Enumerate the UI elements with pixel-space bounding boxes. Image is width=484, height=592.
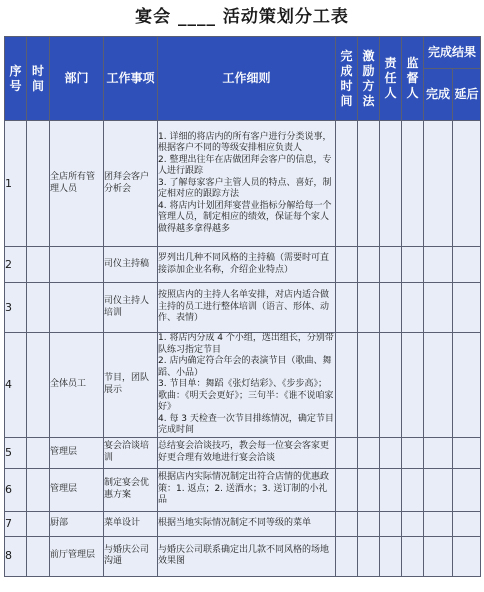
row-owner [380, 333, 402, 438]
detail-line: 根据店内实际情况制定出符合店情的优惠政策：1. 返点；2. 送酒水；3. 送订制的小礼品 [158, 472, 330, 506]
row-work-item: 团拜会客户分析会 [104, 121, 158, 247]
detail-line: 1. 将店内分成 4 个小组，选出组长，分别带队练习指定节目 [158, 333, 334, 355]
row-result-done [424, 247, 453, 283]
row-number: 6 [5, 468, 27, 511]
row-work-detail [158, 333, 336, 438]
col-header-dept: 部门 [50, 37, 104, 121]
row-work-detail [158, 247, 336, 283]
detail-line: 4. 将店内计划团拜宴营业指标分解给每一个管理人员，制定相应的绩效，保证每个家人做得越多拿得越多 [158, 200, 332, 234]
row-time [27, 468, 50, 511]
row-done-time [336, 511, 358, 536]
row-work-detail [158, 536, 336, 576]
row-department: 全店所有管理人员 [50, 121, 104, 247]
row-done-time [336, 121, 358, 247]
row-result-delay [453, 283, 481, 333]
row-work-detail [158, 437, 336, 468]
row-work-item: 宴会洽谈培训 [104, 437, 158, 468]
row-department: 管理层 [50, 468, 104, 511]
table-body [5, 121, 481, 577]
table-row [5, 511, 481, 536]
row-incentive [358, 121, 380, 247]
row-owner [380, 283, 402, 333]
detail-line: 1. 详细的将店内的所有客户进行分类说事，根据客户不同的等级安排相应负责人 [158, 131, 332, 154]
row-work-item: 节目，团队展示 [104, 333, 158, 438]
table-row [5, 283, 481, 333]
division-of-labor-table [4, 36, 481, 577]
col-header-result: 完成结果 [424, 37, 481, 69]
row-owner [380, 468, 402, 511]
row-incentive [358, 283, 380, 333]
row-done-time [336, 536, 358, 576]
row-number: 5 [5, 437, 27, 468]
row-time [27, 536, 50, 576]
col-header-time: 时间 [27, 37, 50, 121]
row-done-time [336, 247, 358, 283]
table-row [5, 333, 481, 438]
row-supervisor [402, 468, 424, 511]
col-header-no: 序号 [5, 37, 27, 121]
col-header-incentive: 激励方法 [358, 37, 380, 121]
row-time [27, 247, 50, 283]
row-supervisor [402, 511, 424, 536]
row-incentive [358, 536, 380, 576]
row-owner [380, 536, 402, 576]
row-department: 管理层 [50, 437, 104, 468]
table-header [5, 37, 481, 121]
row-incentive [358, 468, 380, 511]
row-owner [380, 247, 402, 283]
row-time [27, 283, 50, 333]
col-header-item: 工作事项 [104, 37, 158, 121]
row-work-item: 与婚庆公司沟通 [104, 536, 158, 576]
row-work-item: 制定宴会优惠方案 [104, 468, 158, 511]
detail-line: 罗列出几种不同风格的主持稿（需要时可直接添加企业名称，介绍企业特点） [158, 253, 330, 275]
row-supervisor [402, 247, 424, 283]
detail-line: 2. 店内确定符合年会的表演节目（歌曲、舞蹈、小品） [158, 356, 332, 378]
row-result-delay [453, 247, 481, 283]
detail-line: 3. 节目单：舞蹈《张灯结彩》、《步步高》；歌曲：《明天会更好》；三句半：《谁不说咱家好》 [158, 379, 334, 412]
row-result-delay [453, 536, 481, 576]
detail-line: 4. 每 3 天检查一次节目排练情况，确定节目完成时间 [158, 413, 334, 435]
row-time [27, 333, 50, 438]
row-work-detail [158, 121, 336, 247]
row-result-done [424, 536, 453, 576]
row-number: 7 [5, 511, 27, 536]
table-row [5, 536, 481, 576]
row-supervisor [402, 283, 424, 333]
row-done-time [336, 283, 358, 333]
row-result-done [424, 511, 453, 536]
table-row [5, 468, 481, 511]
row-incentive [358, 511, 380, 536]
row-work-detail [158, 468, 336, 511]
row-result-done [424, 333, 453, 438]
detail-line: 按照店内的主持人名单安排，对店内适合做主持的员工进行整体培训（语言、形体、动作、表情） [158, 290, 330, 324]
row-number: 2 [5, 247, 27, 283]
row-department: 全体员工 [50, 333, 104, 438]
row-owner [380, 511, 402, 536]
row-department [50, 247, 104, 283]
row-incentive [358, 333, 380, 438]
row-supervisor [402, 437, 424, 468]
row-result-delay [453, 437, 481, 468]
row-result-delay [453, 333, 481, 438]
row-result-done [424, 121, 453, 247]
row-result-done [424, 283, 453, 333]
row-department [50, 283, 104, 333]
col-header-result-done: 完成 [424, 69, 453, 121]
row-department: 厨部 [50, 511, 104, 536]
table-row [5, 247, 481, 283]
row-work-item: 司仪主持人培训 [104, 283, 158, 333]
row-number: 8 [5, 536, 27, 576]
row-owner [380, 121, 402, 247]
col-header-done-time: 完成时间 [336, 37, 358, 121]
row-number: 3 [5, 283, 27, 333]
row-number: 4 [5, 333, 27, 438]
row-work-detail [158, 511, 336, 536]
row-result-delay [453, 511, 481, 536]
row-number: 1 [5, 121, 27, 247]
row-department: 前厅管理层 [50, 536, 104, 576]
row-incentive [358, 247, 380, 283]
table-row [5, 437, 481, 468]
col-header-result-delay: 延后 [453, 69, 481, 121]
table-row [5, 121, 481, 247]
row-work-detail [158, 283, 336, 333]
detail-line: 总结宴会洽谈技巧，教会每一位宴会客家更好更合理有效地进行宴会洽谈 [158, 441, 330, 463]
detail-line: 2. 整理出往年在店做团拜会客户的信息，专人进行跟踪 [158, 154, 332, 177]
detail-line: 3. 了解每家客户主管人员的特点、喜好，制定相对应的跟踪方法 [158, 177, 332, 200]
row-time [27, 121, 50, 247]
row-result-done [424, 468, 453, 511]
row-supervisor [402, 121, 424, 247]
row-supervisor [402, 536, 424, 576]
row-supervisor [402, 333, 424, 438]
row-done-time [336, 333, 358, 438]
row-time [27, 511, 50, 536]
detail-line: 根据当地实际情况制定不同等级的菜单 [158, 517, 312, 528]
row-work-item: 菜单设计 [104, 511, 158, 536]
page-title: 宴会 ____ 活动策划分工表 [135, 7, 349, 27]
col-header-supervisor: 监督人 [402, 37, 424, 121]
col-header-detail: 工作细则 [158, 37, 336, 121]
row-done-time [336, 468, 358, 511]
row-result-delay [453, 121, 481, 247]
row-work-item: 司仪主持稿 [104, 247, 158, 283]
detail-line: 与婚庆公司联系确定出几款不同风格的场地效果图 [158, 544, 330, 566]
row-result-done [424, 437, 453, 468]
row-owner [380, 437, 402, 468]
row-done-time [336, 437, 358, 468]
row-result-delay [453, 468, 481, 511]
col-header-owner: 责任人 [380, 37, 402, 121]
row-time [27, 437, 50, 468]
row-incentive [358, 437, 380, 468]
